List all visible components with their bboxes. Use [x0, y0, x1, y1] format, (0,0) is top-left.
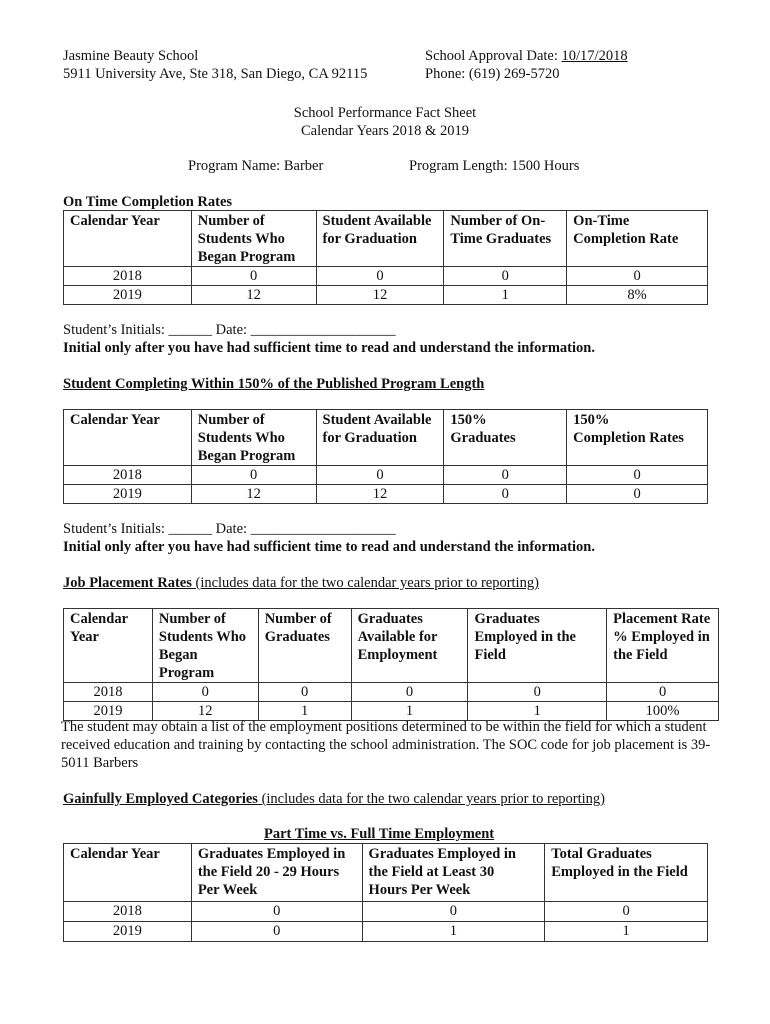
- initials-notice: Initial only after you have had sufficient time to read and understand the information.: [63, 539, 595, 555]
- cell: 0: [444, 267, 567, 286]
- table-header-row: [64, 609, 719, 683]
- cell: 0: [191, 267, 316, 286]
- col-header: Graduates Available for Employment: [351, 609, 468, 683]
- table-row: [64, 286, 708, 305]
- col-header: Placement Rate % Employed in the Field: [607, 609, 719, 683]
- job-placement-heading-line: [63, 574, 539, 592]
- cell: 0: [191, 922, 362, 942]
- col-header: Calendar Year: [64, 410, 192, 466]
- cell: 0: [258, 683, 351, 702]
- col-header: On-Time Completion Rate: [567, 211, 708, 267]
- cell: 0: [191, 466, 316, 485]
- table-header-row: [64, 844, 708, 902]
- approval-date: 10/17/2018: [561, 48, 628, 64]
- col-header: Calendar Year: [64, 211, 192, 267]
- cell: 0: [567, 267, 708, 286]
- col-header: Graduates Employed in the Field: [468, 609, 607, 683]
- cell: 0: [191, 902, 362, 922]
- cell: 2018: [64, 902, 192, 922]
- cell: 0: [468, 683, 607, 702]
- cell: 0: [351, 683, 468, 702]
- col-header: Calendar Year: [64, 609, 153, 683]
- cell: 12: [191, 485, 316, 504]
- initials-line: Student’s Initials: ______ Date: ____________________: [63, 322, 396, 338]
- cell: 0: [152, 683, 258, 702]
- approval-date-line: [425, 47, 628, 65]
- cell: 8%: [567, 286, 708, 305]
- col-header: Number of On- Time Graduates: [444, 211, 567, 267]
- cell: 0: [362, 902, 545, 922]
- col-header: Total Graduates Employed in the Field: [545, 844, 708, 902]
- table-row: [64, 902, 708, 922]
- cell: 0: [567, 466, 708, 485]
- table-row: [64, 922, 708, 942]
- gainful-table: [63, 843, 708, 942]
- table-row: [64, 485, 708, 504]
- col-header: Number of Students Who Began Program: [191, 410, 316, 466]
- document-subtitle: Calendar Years 2018 & 2019: [301, 123, 469, 139]
- cell: 0: [444, 485, 567, 504]
- cell: 12: [316, 485, 444, 504]
- approval-label: School Approval Date:: [425, 48, 562, 64]
- table-row: [64, 466, 708, 485]
- cell: 1: [468, 702, 607, 721]
- gainful-subheading: (includes data for the two calendar years prior to reporting): [257, 791, 606, 807]
- cell: 1: [258, 702, 351, 721]
- cell: 0: [545, 902, 708, 922]
- cell: 2018: [64, 267, 192, 286]
- on-time-table: [63, 210, 708, 305]
- cell: 0: [316, 466, 444, 485]
- cell: 1: [444, 286, 567, 305]
- table-row: [64, 683, 719, 702]
- table-row: [64, 267, 708, 286]
- school-name: Jasmine Beauty School: [63, 48, 199, 64]
- school-address: 5911 University Ave, Ste 318, San Diego, CA 92115: [63, 66, 368, 82]
- school-phone: Phone: (619) 269-5720: [425, 66, 560, 82]
- col-header: Graduates Employed in the Field at Least 30 Hours Per Week: [362, 844, 545, 902]
- job-placement-note: The student may obtain a list of the employment positions determined to be within the field for which a student received education and training by contacting the school administration. The SOC code for job placement is 39-5011 Barbers: [61, 719, 711, 771]
- table-header-row: [64, 211, 708, 267]
- col-header: Student Available for Graduation: [316, 211, 444, 267]
- col-header: Student Available for Graduation: [316, 410, 444, 466]
- col-header: 150% Graduates: [444, 410, 567, 466]
- cell: 1: [351, 702, 468, 721]
- cell: 0: [607, 683, 719, 702]
- cell: 0: [444, 466, 567, 485]
- cell: 2018: [64, 466, 192, 485]
- cell: 2018: [64, 683, 153, 702]
- cell: 12: [191, 286, 316, 305]
- program-length: Program Length: 1500 Hours: [409, 158, 580, 174]
- within-150-table: [63, 409, 708, 504]
- job-placement-heading: Job Placement Rates: [63, 575, 192, 591]
- gainful-heading-line: [63, 790, 605, 808]
- col-header: Number of Students Who Began Program: [152, 609, 258, 683]
- gainful-caption: Part Time vs. Full Time Employment: [264, 826, 495, 842]
- cell: 12: [316, 286, 444, 305]
- table-header-row: [64, 410, 708, 466]
- cell: 2019: [64, 485, 192, 504]
- cell: 12: [152, 702, 258, 721]
- job-placement-table: [63, 608, 719, 721]
- cell: 100%: [607, 702, 719, 721]
- initials-notice: Initial only after you have had sufficient time to read and understand the information.: [63, 340, 595, 356]
- col-header: Graduates Employed in the Field 20 - 29 Hours Per Week: [191, 844, 362, 902]
- col-header: Calendar Year: [64, 844, 192, 902]
- cell: 2019: [64, 286, 192, 305]
- initials-line: Student’s Initials: ______ Date: ____________________: [63, 521, 396, 537]
- cell: 1: [362, 922, 545, 942]
- job-placement-subheading: (includes data for the two calendar years prior to reporting): [191, 575, 539, 591]
- within-150-heading: Student Completing Within 150% of the Published Program Length: [63, 376, 485, 392]
- cell: 2019: [64, 702, 153, 721]
- cell: 0: [567, 485, 708, 504]
- on-time-heading: On Time Completion Rates: [63, 194, 233, 210]
- gainful-heading: Gainfully Employed Categories: [63, 791, 258, 807]
- program-name: Program Name: Barber: [188, 158, 324, 174]
- cell: 1: [545, 922, 708, 942]
- col-header: Number of Graduates: [258, 609, 351, 683]
- document-title: School Performance Fact Sheet: [293, 105, 477, 121]
- cell: 2019: [64, 922, 192, 942]
- col-header: Number of Students Who Began Program: [191, 211, 316, 267]
- cell: 0: [316, 267, 444, 286]
- col-header: 150% Completion Rates: [567, 410, 708, 466]
